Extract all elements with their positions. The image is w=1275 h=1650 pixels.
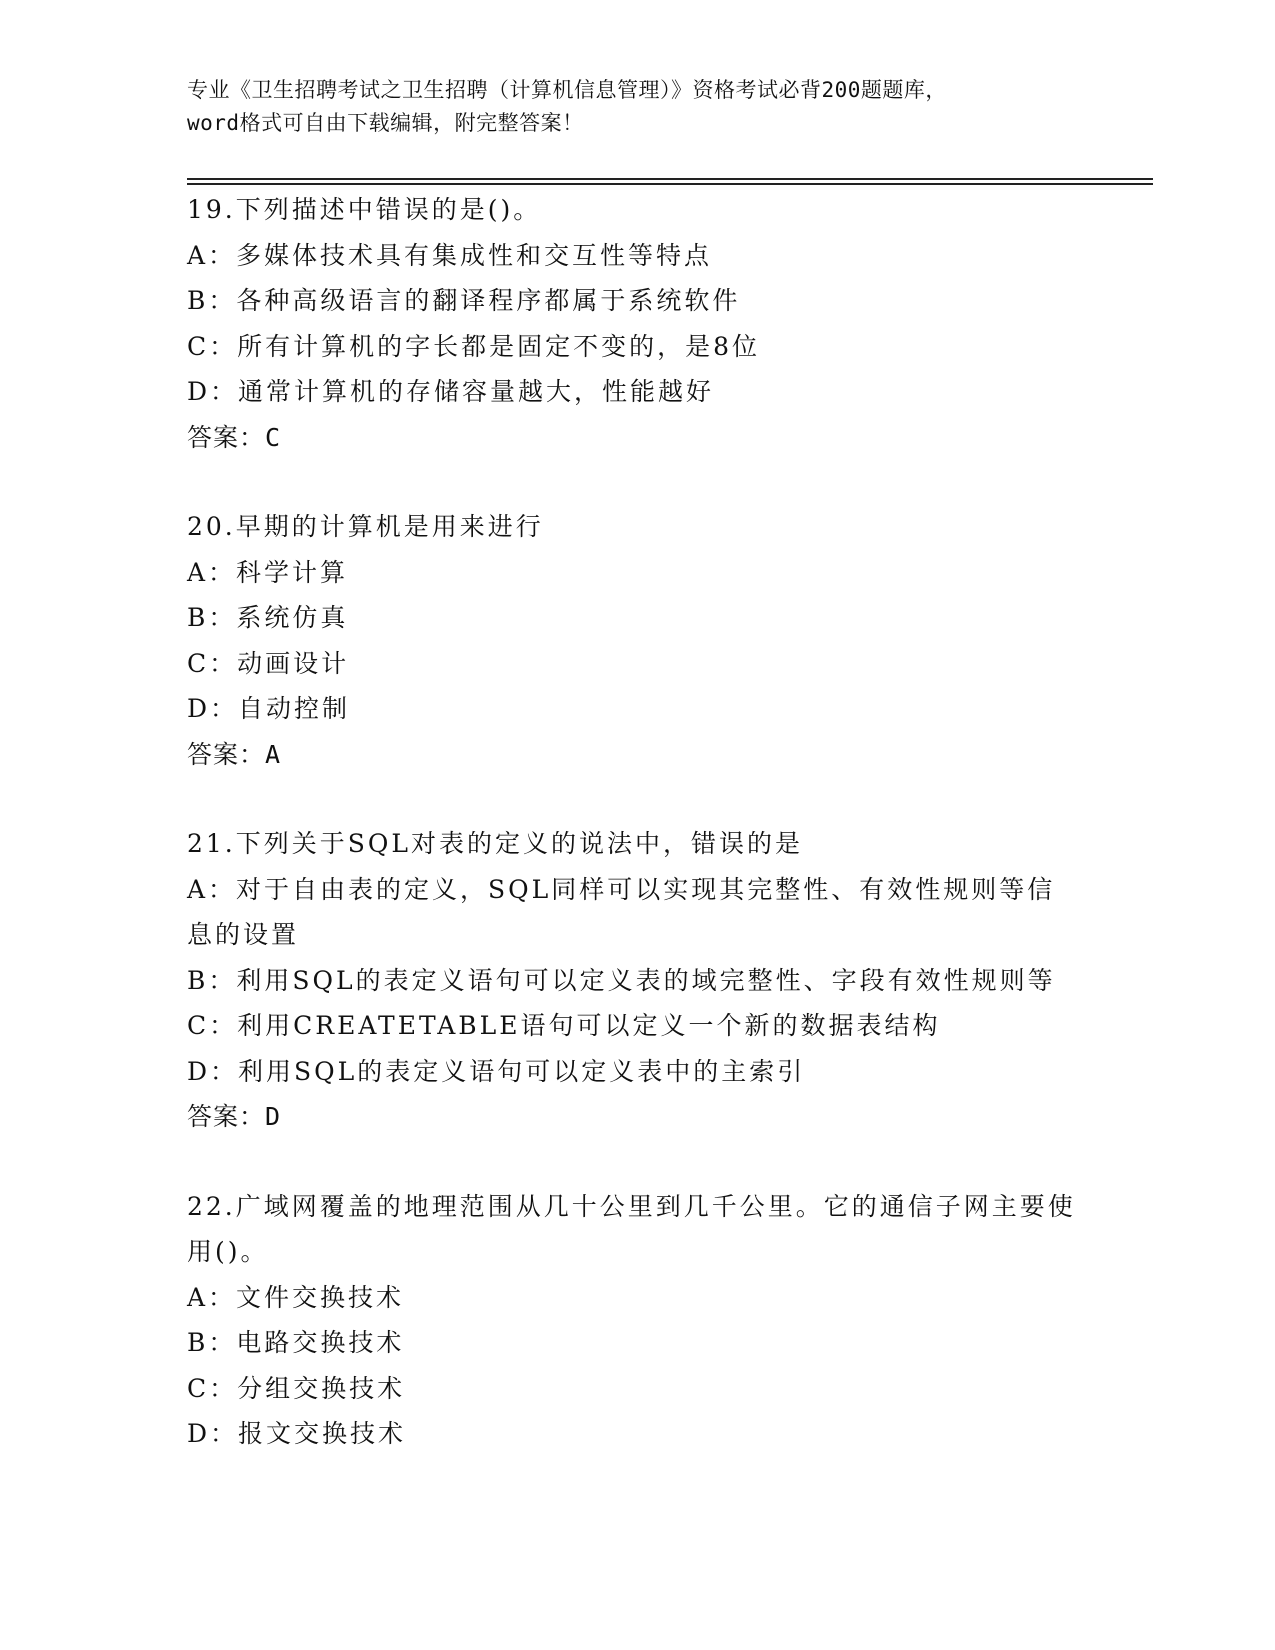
- option-c: C：利用CREATETABLE语句可以定义一个新的数据表结构: [187, 1011, 941, 1040]
- option-d: D：报文交换技术: [187, 1419, 407, 1448]
- answer-label: 答案：A: [187, 739, 282, 769]
- question-text: 22.广域网覆盖的地理范围从几十公里到几千公里。它的通信子网主要使用()。: [187, 1191, 1076, 1266]
- question-spacer: [187, 1140, 1087, 1184]
- question-text: 19.下列描述中错误的是()。: [187, 195, 542, 224]
- answer-label: 答案：D: [187, 1102, 282, 1131]
- question-20: [187, 504, 1087, 777]
- question-22: [187, 1184, 1087, 1457]
- header-divider-bottom: [187, 183, 1153, 185]
- option-d: D：自动控制: [187, 694, 351, 723]
- option-a: A：对于自由表的定义，SQL同样可以实现其完整性、有效性规则等信息的设置: [187, 874, 1056, 949]
- option-b: B：利用SQL的表定义语句可以定义表的域完整性、字段有效性规则等: [187, 965, 1056, 995]
- answer-label: 答案：C: [187, 422, 282, 452]
- option-d: D：通常计算机的存储容量越大，性能越好: [187, 377, 715, 406]
- question-text: 20.早期的计算机是用来进行: [187, 512, 544, 541]
- question-spacer: [187, 460, 1087, 504]
- header-title-line-2: word格式可自由下载编辑，附完整答案！: [187, 111, 584, 135]
- option-c: C：动画设计: [187, 648, 350, 678]
- option-a: A：文件交换技术: [187, 1282, 405, 1312]
- header-divider-top: [187, 178, 1153, 180]
- option-a: A：多媒体技术具有集成性和交互性等特点: [187, 240, 713, 270]
- option-c: C：所有计算机的字长都是固定不变的，是8位: [187, 331, 761, 361]
- option-b: B：系统仿真: [187, 603, 349, 632]
- option-b: B：各种高级语言的翻译程序都属于系统软件: [187, 286, 741, 315]
- option-c: C：分组交换技术: [187, 1373, 406, 1403]
- option-d: D：利用SQL的表定义语句可以定义表中的主索引: [187, 1056, 806, 1086]
- document-header: [187, 74, 1087, 140]
- question-21: [187, 821, 1087, 1140]
- question-spacer: [187, 777, 1087, 821]
- question-text: 21.下列关于SQL对表的定义的说法中，错误的是: [187, 829, 803, 858]
- question-list: [187, 187, 1087, 1457]
- header-title-line-1: 专业《卫生招聘考试之卫生招聘（计算机信息管理）》资格考试必背200题题库，: [187, 78, 947, 102]
- option-b: B：电路交换技术: [187, 1328, 405, 1357]
- question-19: [187, 187, 1087, 460]
- option-a: A：科学计算: [187, 557, 349, 587]
